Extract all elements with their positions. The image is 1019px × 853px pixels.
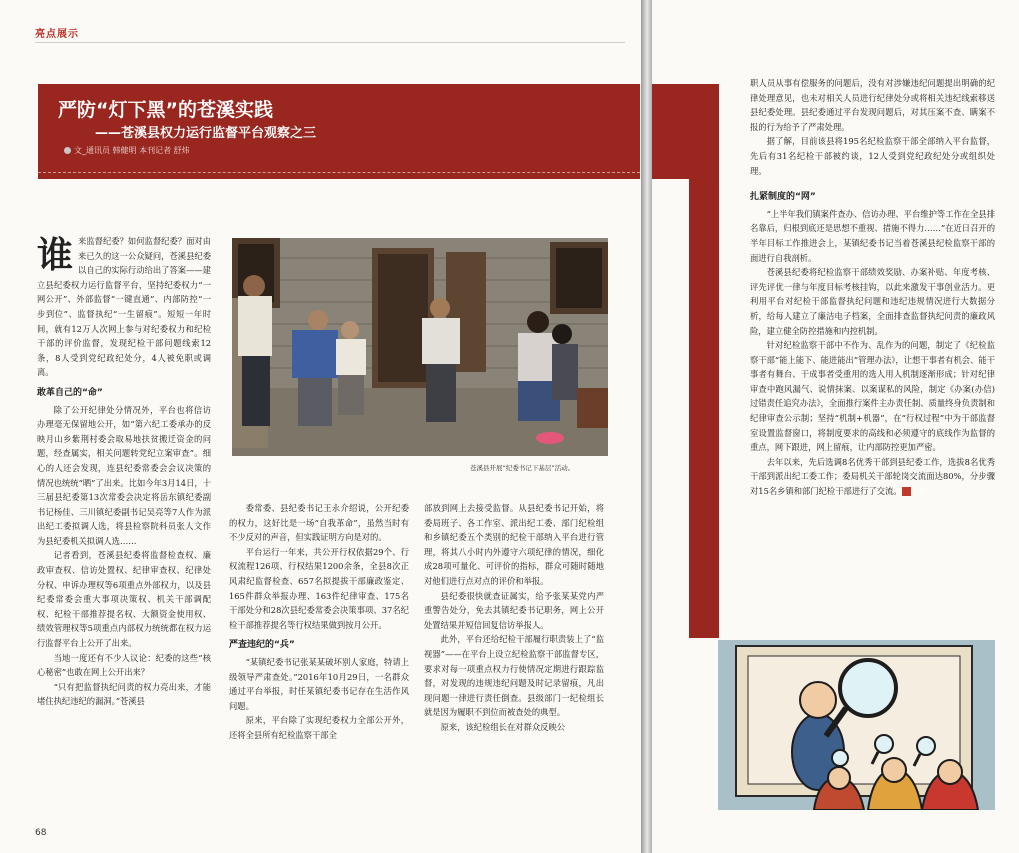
section-heading-3: 扎紧制度的“网” [750, 192, 816, 203]
paragraph: 原来，平台除了实现纪委权力全部公开外，还将全县所有纪检监察干部全 [229, 715, 409, 740]
byline-text: 文_通讯员 韩健明 本刊记者 舒炜 [74, 146, 190, 155]
photo-caption: 苍溪县开展“纪委书记下基层”活动。 [470, 464, 575, 472]
banner-divider [38, 172, 640, 173]
paragraph: 记者看到，苍溪县纪委将监督检查权、廉政审查权、信访处置权、纪律审查权、纪律处分权、申诉办理权等6项重点外部权力，以及县纪委常委会重大事项决策权、机关干部调配权、纪检干部推荐提名权、大额资金使用权、绩效管理权等5项重点内部权力统统都在权力运行监督平台上公开了出来。 [37, 550, 211, 649]
book-spine-gutter [641, 0, 652, 853]
paragraph: 县纪委很快就查证属实，给予张某某党内严重警告处分，免去其镇纪委书记职务，网上公开处置结果并短信回复信访举报人。 [424, 590, 604, 630]
right-page [652, 0, 1019, 853]
text-column-1 [37, 234, 211, 709]
magnifying-glass-cartoon [718, 640, 995, 810]
cartoon-illustration [718, 640, 995, 810]
paragraph: “某镇纪委书记张某某破坏别人家庭，特请上级领导严肃查处。”2016年10月29日，一名群众通过平台举报，时任某镇纪委书记存在生活作风问题。 [229, 656, 409, 711]
paragraph: 针对纪检监察干部中不作为、乱作为的问题，制定了《纪检监察干部“能上能下、能进能出”管理办法》，让想干事者有机会、能干事者有舞台、干成事者受重用的选人用人机制逐渐形成；针对纪律审查中跑风漏气、说情抹案、以案谋私的风险，制定《办案(办信)过错责任追究办法》，全面推行案件主办责任制、质量终身负责制和纪律审查公示制；坚持“机制+机器”，在“行权过程”中为干部监督室设置监督窗口，将制度要求的高线和必须遵守的底线作为监督的重点，网下跟进，网上留痕，让内部防控更加严密。 [750, 340, 995, 453]
section-tag: 亮点展示 [35, 29, 79, 40]
paragraph: 原来，该纪检组长在对群众反映公 [440, 721, 566, 732]
byline-bullet-icon [64, 147, 71, 154]
title-banner-continuation [652, 84, 689, 179]
decorative-red-bar [689, 84, 719, 638]
paragraph-text: 去年以来，先后选调8名优秀干部到县纪委工作，选拔8名优秀干部到派出纪工委工作；委局机关干部轮岗交流面达80%，分步骤对15名乡镇和部门纪检干部进行了交流。 [750, 456, 995, 497]
intro-paragraph: 来监督纪委？如何监督纪委？面对由来已久的这一公众疑问，苍溪县纪委以自己的实际行动给出了答案——建立县纪委权力运行监督平台，坚持纪委权力“一网公开”、外部监督“一键直通”、内部防控“一步到位”、监督执纪“一生留痕”。短短一年时间，就有12万人次网上参与对纪委权力和纪检干部的评价监督，发现纪检干部问题线索12条，8人受到党纪政纪处分，4人被免职或调离。 [37, 236, 211, 378]
paragraph: 此外，平台还给纪检干部履行职责装上了“监视器”——在平台上设立纪检监察干部监督专区，要求对每一项重点权力行使情况定期进行跟踪监督，对发现的违规违纪问题及时记录留痕，凡出现问题一律进行责任倒查。县级部门一纪检组长就是因为履职不到位而被查处的典型。 [424, 634, 604, 718]
paragraph: “上半年我们镇案件查办、信访办理、平台维护等工作在全县排名靠后，归根到底还是思想不重视、措施不得力……”在近日召开的半年目标工作推进会上，某镇纪委书记当着苍溪县纪检监察干部的面进行自我剖析。 [750, 208, 995, 263]
paragraph [750, 455, 995, 499]
paragraph: 苍溪县纪委将纪检监察干部绩效奖励、办案补贴、年度考核、评先评优一律与年度目标考核挂钩，以此来激发干事创业活力。更利用平台对纪检干部监督执纪问题和违纪违规情况进行大数据分析，给每人建立了廉洁电子档案，全面排查监督执纪问责的廉政风险，建立健全防控措施和内控机制。 [750, 267, 995, 336]
text-column-3 [424, 501, 604, 735]
text-column-2 [229, 501, 409, 743]
paragraph: 部放到网上去接受监督。从县纪委书记开始，将委局班子、各工作室、派出纪工委、部门纪检组和乡镇纪委五个类别的纪检干部纳入平台进行管理，将其八小时内外遵守六项纪律的情况，细化成28项可量化、可评价的指标，群众可随时随地对他们进行点对点的评价和举报。 [424, 503, 604, 586]
paragraph: “只有把监督执纪问责的权力亮出来，才能堵住执纪违纪的漏洞。”苍溪县 [37, 681, 211, 707]
article-photo [232, 238, 608, 456]
drop-cap: 谁 [37, 234, 74, 276]
article-title: 严防“灯下黑”的苍溪实践 [58, 99, 273, 121]
paragraph: 平台运行一年来，共公开行权依据29个、行权流程126项、行权结果1200余条，全县8次正风肃纪监督检查、657名拟提拔干部廉政鉴定、165件群众举报办理、163件纪律审查、175名干部处分和28次县纪委常委会决策事项、37名纪检干部推荐提名等行权结果做到按月公开。 [229, 546, 409, 630]
byline [64, 145, 190, 156]
page-number: 68 [35, 828, 47, 838]
paragraph: 当地一度还有不少人议论：纪委的这些“核心秘密”也敢在网上公开出来？ [37, 652, 211, 678]
section-heading-1: 敢革自己的“命” [37, 387, 103, 398]
paragraph: 职人员从事有偿服务的问题后，没有对涉嫌违纪问题提出明确的纪律处理意见，也未对相关人员进行纪律处分或将相关违纪线索移送县纪委处理。县纪委通过平台发现问题后，对其压案不查、瞒案不报的行为给予了严肃处理。 [750, 78, 995, 132]
paragraph: 委常委、县纪委书记王永介绍说，公开纪委的权力，这好比是一场“自我革命”，虽然当时有不少反对的声音，但实践证明方向是对的。 [229, 503, 409, 543]
paragraph: 据了解，目前该县将195名纪检监察干部全部纳入平台监督，先后有31名纪检干部被约谈，12人受到党纪政纪处分或组织处理。 [750, 136, 995, 176]
article-subtitle: ——苍溪县权力运行监督平台观察之三 [95, 126, 317, 141]
photo-illustration [232, 238, 608, 456]
section-heading-2: 严查违纪的“兵” [229, 640, 295, 651]
header-rule [35, 42, 625, 43]
paragraph: 除了公开纪律处分情况外，平台也将信访办理毫无保留地公开，如“第六纪工委承办的反映月山乡紫荆村委会取易地扶贫搬迁资金的问题，经查属实，相关问题转党纪立案审查”。细心的人还会发现，连县纪委常委会会议决策的情况也统统“晒”了出来。比如今年3月14日，十三届县纪委第13次常委会决定将岳东镇纪委副书记杨佳、三川镇纪委副书记吴亮等7人作为派出纪工委拟调人选，将县检察院科员张人文作为县纪委机关拟调人选…… [37, 404, 211, 546]
text-column-right [750, 76, 995, 499]
end-mark-icon: 圆 [902, 487, 911, 496]
